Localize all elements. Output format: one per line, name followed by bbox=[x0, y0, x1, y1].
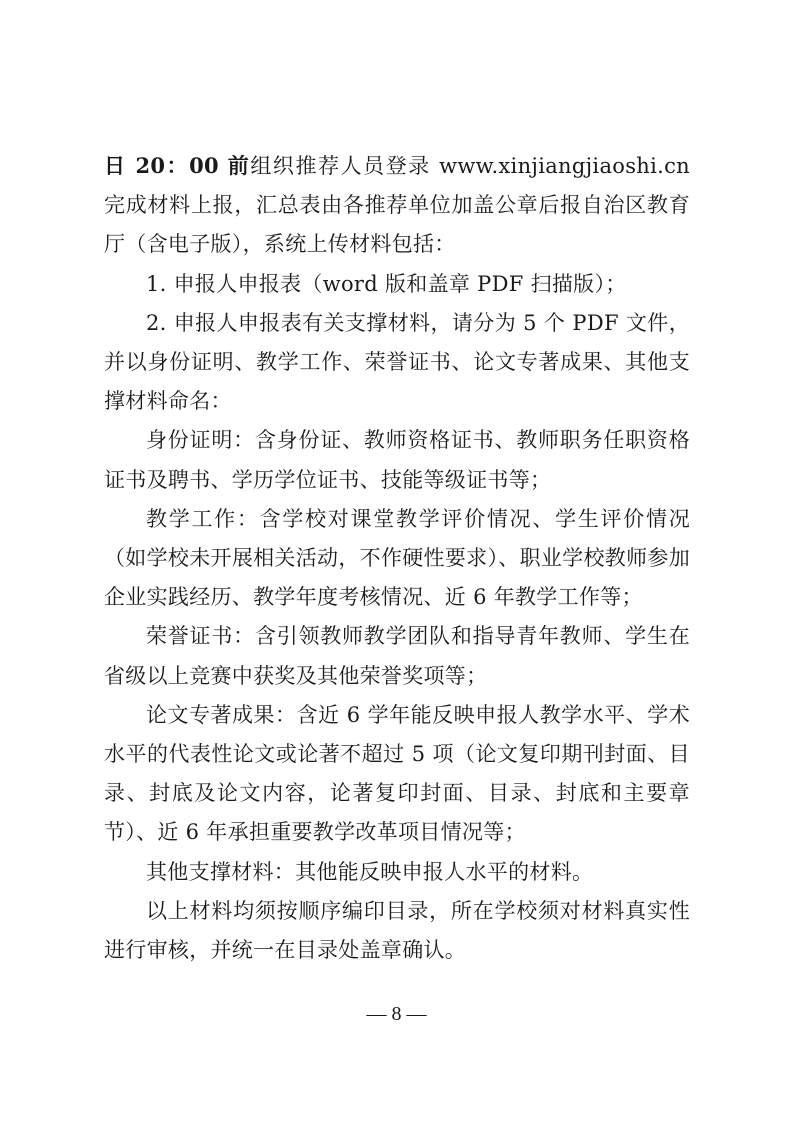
submission-text: 组织推荐人员登录 www.xinjiangjiaoshi.cn 完成材料上报，汇总表由各推荐单位加盖公章后报自治区教育厅（含电子版），系统上传材料包括： bbox=[104, 154, 690, 257]
page-number: — 8 — bbox=[366, 1003, 427, 1025]
paragraph-submission bbox=[104, 146, 690, 265]
paragraph-honor-certificates: 荣誉证书：含引领教师教学团队和指导青年教师、学生在省级以上竞赛中获奖及其他荣誉奖项等； bbox=[104, 624, 690, 688]
paragraph-identity-proof: 身份证明：含身份证、教师资格证书、教师职务任职资格证书及聘书、学历学位证书、技能等级证书等； bbox=[104, 428, 690, 492]
paragraph-teaching-work: 教学工作：含学校对课堂教学评价情况、学生评价情况（如学校未开展相关活动，不作硬性要求）、职业学校教师参加企业实践经历、教学年度考核情况、近 6 年教学工作等； bbox=[104, 506, 690, 610]
paragraph-paper-achievements: 论文专著成果：含近 6 学年能反映申报人教学水平、学术水平的代表性论文或论著不超过 5 项（论文复印期刊封面、目录、封底及论文内容，论著复印封面、目录、封底和主要章节）、近 6 年承担重要教学改革项目情况等； bbox=[104, 702, 690, 845]
item-supporting-materials: 2. 申报人申报表有关支撑材料，请分为 5 个 PDF 文件，并以身份证明、教学工作、荣誉证书、论文专著成果、其他支撑材料命名： bbox=[104, 310, 690, 414]
paragraph-other-materials: 其他支撑材料：其他能反映申报人水平的材料。 bbox=[146, 859, 594, 884]
paragraph-closing-note: 以上材料均须按顺序编印目录，所在学校须对材料真实性进行审核，并统一在目录处盖章确认。 bbox=[104, 898, 690, 963]
body-text bbox=[104, 146, 690, 970]
deadline-text: 日 20：00 前 bbox=[104, 153, 251, 178]
item-application-form: 1. 申报人申报表（word 版和盖章 PDF 扫描版）； bbox=[146, 271, 627, 296]
